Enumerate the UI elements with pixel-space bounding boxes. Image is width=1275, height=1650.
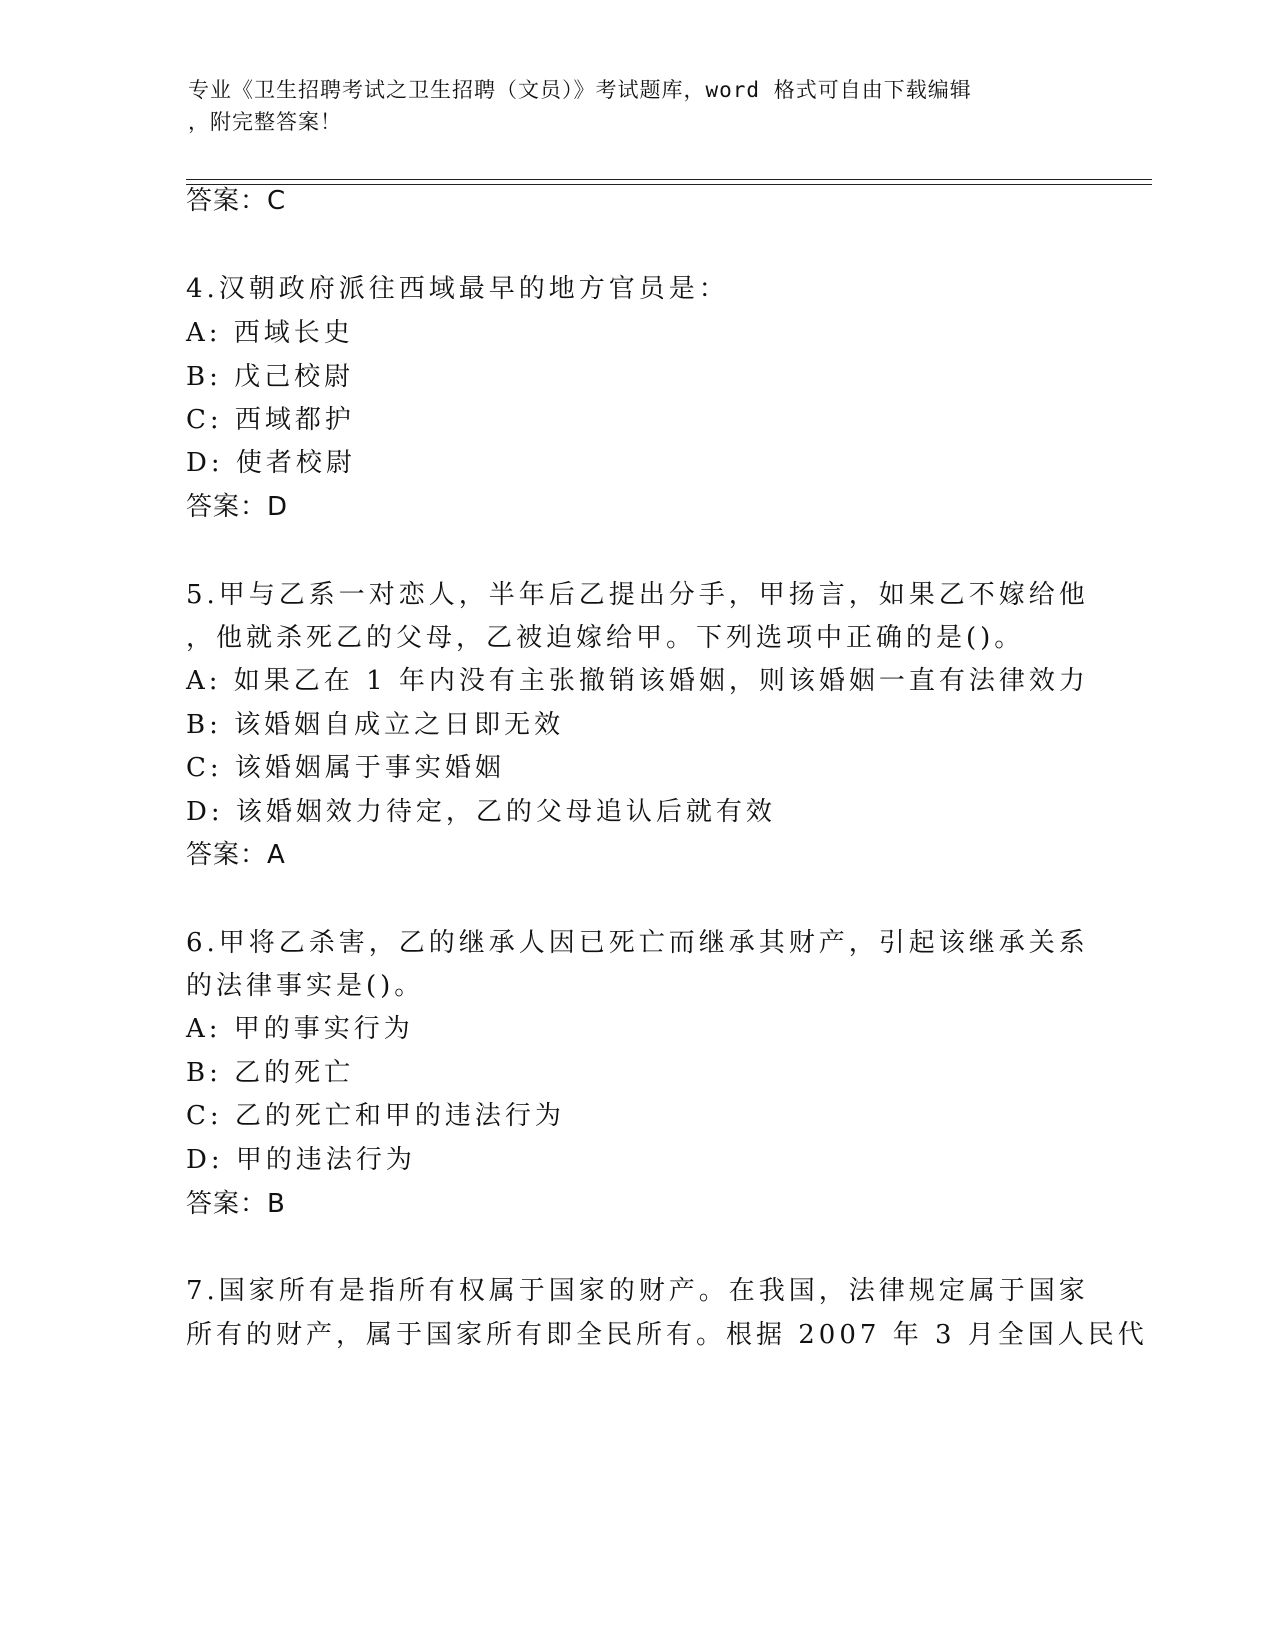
question-4-text: 4.汉朝政府派往西域最早的地方官员是： [186, 274, 729, 304]
question-6-option-c: C: 乙的死亡和甲的违法行为 [186, 1101, 565, 1131]
question-4-option-b: B: 戊己校尉 [186, 362, 355, 392]
question-6-option-d: D: 甲的违法行为 [186, 1145, 416, 1175]
question-6-text-line-2: 的法律事实是()。 [186, 971, 425, 1001]
answer-q6: 答案：B [186, 1189, 286, 1219]
question-4-option-d: D: 使者校尉 [186, 448, 356, 478]
document-header [188, 74, 1068, 138]
question-5-option-a: A: 如果乙在 1 年内没有主张撤销该婚姻，则该婚姻一直有法律效力 [186, 666, 1089, 696]
question-4-option-c: C: 西域都护 [186, 405, 355, 435]
header-line-1: 专业《卫生招聘考试之卫生招聘（文员）》考试题库，word 格式可自由下载编辑 [188, 78, 972, 102]
question-6-option-a: A: 甲的事实行为 [186, 1014, 414, 1044]
header-line-2: ，附完整答案！ [188, 110, 342, 134]
answer-q5: 答案：A [186, 840, 286, 870]
question-5-option-c: C: 该婚姻属于事实婚姻 [186, 753, 505, 783]
header-divider-top [186, 179, 1152, 180]
question-7-text-line-1: 7.国家所有是指所有权属于国家的财产。在我国，法律规定属于国家 [186, 1276, 1089, 1306]
question-5-text-line-2: ，他就杀死乙的父母，乙被迫嫁给甲。下列选项中正确的是()。 [186, 623, 1025, 653]
question-4-option-a: A: 西域长史 [186, 318, 354, 348]
question-5-text-line-1: 5.甲与乙系一对恋人，半年后乙提出分手，甲扬言，如果乙不嫁给他 [186, 580, 1089, 610]
question-7-text-line-2: 所有的财产，属于国家所有即全民所有。根据 2007 年 3 月全国人民代 [186, 1320, 1148, 1350]
question-6-text-line-1: 6.甲将乙杀害，乙的继承人因已死亡而继承其财产，引起该继承关系 [186, 928, 1089, 958]
header-divider-bottom [186, 184, 1152, 185]
question-5-option-b: B: 该婚姻自成立之日即无效 [186, 710, 565, 740]
question-6-option-b: B: 乙的死亡 [186, 1058, 355, 1088]
answer-q4: 答案：D [186, 492, 289, 522]
answer-q3: 答案：C [186, 186, 287, 216]
question-5-option-d: D: 该婚姻效力待定，乙的父母追认后就有效 [186, 797, 776, 827]
